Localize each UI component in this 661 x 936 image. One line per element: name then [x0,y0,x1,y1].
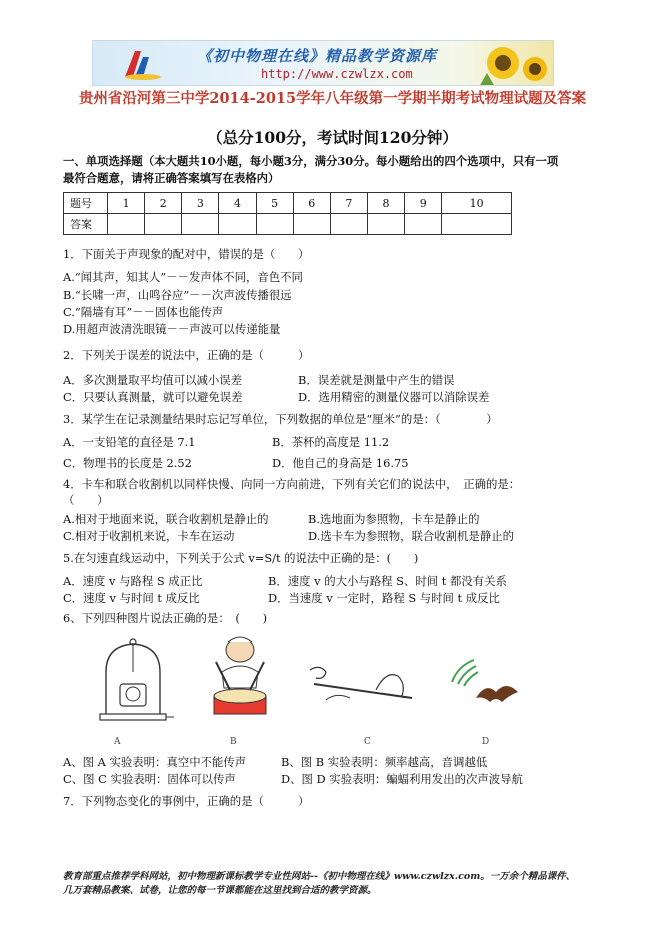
q4-option-a: A.相对于地面来说，联合收割机是静止的 [63,512,269,526]
answer-cell[interactable] [145,214,182,235]
q4-stem: 4．卡车和联合收割机以同样快慢、向同一方向前进，下列有关它们的说法中， 正确的是： [63,477,521,491]
hand-on-rod-figure-icon [306,650,418,730]
answer-cell[interactable] [405,214,442,235]
q3-option-d: D．他自己的身高是 16.75 [272,456,409,470]
table-number-cell: 4 [219,193,256,214]
q6-option-b: B、图 B 实验表明：频率越高，音调越低 [281,755,488,769]
section-intro-line1: 一、单项选择题（本大题共10小题，每小题3分，满分30分。每小题给出的四个选项中，只有一项 [63,154,559,168]
q7-stem: 7．下列物态变化的事例中，正确的是（ ） [63,794,310,808]
site-logo-icon [121,47,161,81]
answer-cell[interactable] [108,214,145,235]
q1-option-a: A.“闻其声，知其人”－－发声体不同，音色不同 [63,270,303,284]
answer-cell[interactable] [219,214,256,235]
table-number-cell: 9 [405,193,442,214]
table-row-answers [64,214,512,235]
q1-option-d: D.用超声波清洗眼镜－－声波可以传递能量 [63,322,281,336]
q2-option-b: B．误差就是测量中产生的错误 [298,373,455,387]
answer-cell[interactable] [367,214,404,235]
table-number-cell: 5 [256,193,293,214]
q2-stem: 2．下列关于误差的说法中，正确的是（ ） [63,348,310,362]
q4-stem-blank: （ ） [63,493,109,507]
q4-option-d: D.选卡车为参照物，联合收割机是静止的 [308,529,514,543]
exam-subtitle: （总分100分，考试时间120分钟） [207,128,458,147]
answer-cell[interactable] [182,214,219,235]
banner-slogan: 《初中物理在线》精品教学资源库 [197,47,438,65]
table-number-cell: 10 [442,193,512,214]
q6-option-d: D、图 D 实验表明：蝙蝠利用发出的次声波导航 [281,772,523,786]
section-intro-line2: 最符合题意，请将正确答案填写在表格内） [63,171,280,185]
q4-option-b: B.选地面为参照物，卡车是静止的 [308,512,480,526]
q2-option-d: D．选用精密的测量仪器可以消除误差 [298,390,490,404]
site-banner [92,40,554,86]
q5-option-a: A．速度 v 与路程 S 成正比 [63,574,203,588]
sunflower-icon [477,43,549,86]
q2-option-c: C．只要认真测量，就可以避免误差 [63,390,243,404]
page-footer [63,870,623,898]
q4-option-c: C.相对于收割机来说，卡车在运动 [63,529,235,543]
q3-option-c: C．物理书的长度是 2.52 [63,456,192,470]
footer-line1: 教育部重点推荐学科网站，初中物理新课标教学专业性网站--《初中物理在线》www.czwlzx.com。一万余个精品课件、 [63,871,576,882]
table-row-numbers [64,193,512,214]
answer-cell[interactable] [293,214,330,235]
figure-a-caption: A [114,737,121,747]
answer-table [63,192,512,235]
figure-b-caption: B [230,737,237,747]
table-answer-label: 答案 [64,214,108,235]
table-number-cell: 1 [108,193,145,214]
q5-option-c: C．速度 v 与时间 t 成反比 [63,591,200,605]
table-number-cell: 3 [182,193,219,214]
q3-option-a: A．一支铅笔的直径是 7.1 [63,435,196,449]
table-number-cell: 2 [145,193,182,214]
q1-option-b: B.“长啸一声，山鸣谷应”－－次声波传播很远 [63,288,292,302]
answer-cell[interactable] [256,214,293,235]
bat-figure-icon [446,652,526,728]
table-number-cell: 8 [367,193,404,214]
table-number-cell: 7 [330,193,367,214]
q2-option-a: A．多次测量取平均值可以减小误差 [63,373,243,387]
q5-option-b: B．速度 v 的大小与路程 S、时间 t 都没有关系 [268,574,507,588]
q5-stem: 5.在匀速直线运动中，下列关于公式 v=S/t 的说法中正确的是：( ) [63,551,419,565]
q5-option-d: D．当速度 v 一定时，路程 S 与时间 t 成反比 [268,591,500,605]
q1-stem: 1．下面关于声现象的配对中，错误的是（ ） [63,247,310,261]
figure-c-caption: C [364,737,371,747]
drum-player-figure-icon [200,632,280,728]
q6-option-c: C、图 C 实验表明：固体可以传声 [63,772,236,786]
q6-stem: 6、下列四种图片说法正确的是： ( ) [63,611,268,625]
table-number-cell: 6 [293,193,330,214]
footer-line2: 几万套精品教案、试卷，让您的每一节课都能在这里找到合适的教学资源。 [63,885,377,896]
banner-url[interactable]: http://www.czwlzx.com [261,67,413,81]
bell-jar-figure-icon [92,636,174,728]
q3-stem: 3．某学生在记录测量结果时忘记写单位，下列数据的单位是“厘米”的是：（ ） [63,412,498,426]
answer-cell[interactable] [442,214,512,235]
q3-option-b: B．茶杯的高度是 11.2 [272,435,390,449]
exam-title: 贵州省沿河第三中学2014-2015学年八年级第一学期半期考试物理试题及答案 [78,90,587,107]
q6-option-a: A、图 A 实验表明：真空中不能传声 [63,755,247,769]
answer-cell[interactable] [330,214,367,235]
figure-d-caption: D [482,737,490,747]
table-header-label: 题号 [64,193,108,214]
q1-option-c: C.“隔墙有耳”－－固体也能传声 [63,305,224,319]
